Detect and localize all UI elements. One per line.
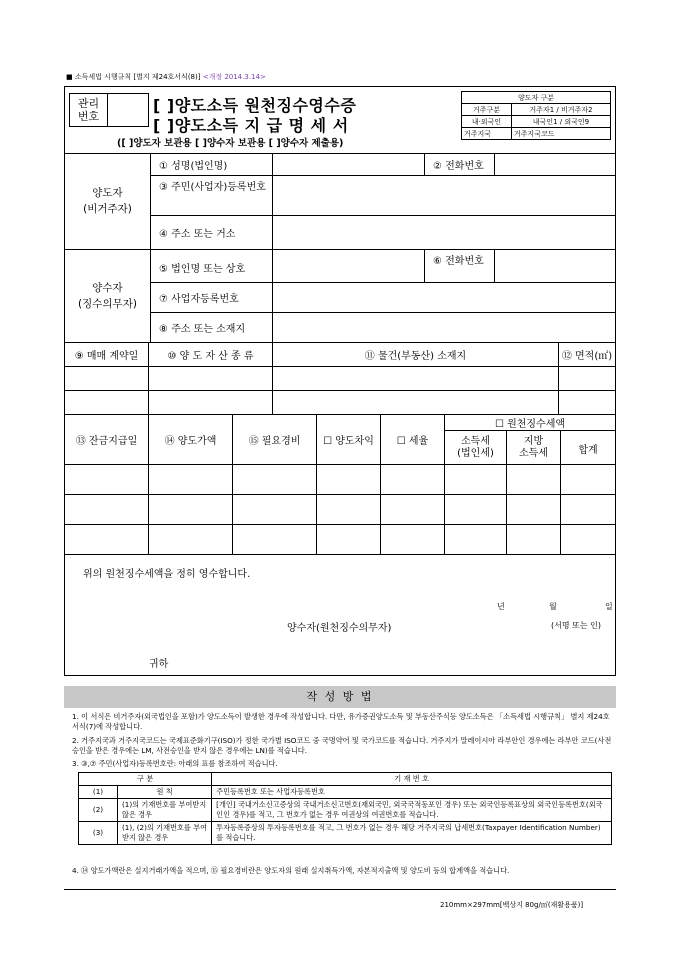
balance-date-header: ⑬ 잔금지급일 [65,415,149,464]
transferee-address-label: ⑧ 주소 또는 소재지 [151,312,273,342]
table-row-desc: 주민등록번호 또는 사업자등록번호 [212,786,612,799]
tax-rate-cell[interactable] [381,525,445,554]
form-reference-text: ■ 소득세법 시행규칙 [별지 제24호서식(8)] [66,73,201,81]
amount-header-row [65,415,615,465]
country-code-label: 거주지국코드 [511,128,610,140]
property-row [65,367,615,391]
form-grid [65,153,615,555]
withholding-tax-title: ☐ 원천징수세액 [445,415,615,431]
tax-rate-header: ☐ 세율 [381,415,445,464]
instruction-item-4: 4. ⑭ 양도가액란은 실지거래가액을 적으며, ⑮ 필요경비란은 양도자의 원래 실지취득가액, 자본적지출액 및 양도비 등의 합계액을 적습니다. [72,866,510,875]
receipt-section [65,557,615,676]
withholding-header-group [445,415,615,465]
receipt-statement: 위의 원천징수세액을 정히 영수합니다. [83,569,251,580]
revision-note: <개정 2014.3.14> [202,73,266,81]
asset-type-header: ⑩ 양 도 자 산 종 류 [149,343,273,366]
total-cell[interactable] [561,465,615,494]
transfer-price-cell[interactable] [149,495,233,524]
title-statement: [ ]양도소득 지 급 명 세 서 [153,116,349,135]
area-cell[interactable] [559,367,615,390]
transferee-phone-field[interactable] [495,250,615,282]
income-tax-cell[interactable] [445,465,507,494]
month-label: 월 [549,602,557,611]
table-row-no: (2) [79,799,118,822]
capital-gain-header: ☐ 양도차익 [317,415,381,464]
transfer-price-cell[interactable] [149,525,233,554]
day-label: 일 [605,602,613,611]
transfer-price-header: ⑭ 양도가액 [149,415,233,464]
registration-number-field[interactable] [273,175,615,215]
company-name-label: ⑤ 법인명 또는 상호 [151,250,273,282]
capital-gain-cell[interactable] [317,465,381,494]
expenses-cell[interactable] [233,525,317,554]
table-row-desc: 투자등록증상의 투자등록번호를 적고, 그 번호가 없는 경우 해당 거주지국의 납세번호(Taxpayer Identification Number)를 적습니다. [212,822,612,845]
instructions-title: 작 성 방 법 [64,686,616,708]
table-row-case: (1)의 기재번호를 부여받지 않은 경우 [118,799,212,822]
local-tax-cell[interactable] [507,495,561,524]
table-row [79,799,612,822]
instruction-item-2: 2. 거주지국과 거주지국코드는 국제표준화기구(ISO)가 정한 국가별 ISO코드 중 국명약어 및 국가코드를 적습니다. 거주지가 말레이시아 라부안인 경우에는 라부안 코드(사전승인을 받은 경우에는 LM, 사전승인을 받지 않은 경우에는 LN)를 적습니다. [72,736,612,755]
total-cell[interactable] [561,525,615,554]
balance-date-cell[interactable] [65,525,149,554]
residency-options: 거주자1 / 비거주자2 [511,104,610,116]
transferor-address-field[interactable] [273,215,615,249]
form-reference [66,72,266,82]
transferee-row-2 [151,282,615,313]
form-header [65,87,615,154]
paper-spec: 210mm×297mm[백상지 80g/㎡(재활용품)] [440,901,584,909]
table-row-case: 원 칙 [118,786,212,799]
registration-number-label: ③ 주민(사업자)등록번호 [151,175,273,215]
total-cell[interactable] [561,495,615,524]
income-tax-header: 소득세 (법인세) [445,431,507,465]
transferee-row-1 [151,250,615,283]
nationality-options: 내국인1 / 외국인9 [511,116,610,128]
management-number-box [69,93,149,127]
title-receipt: [ ]양도소득 원천징수영수증 [153,96,357,115]
amount-row [65,525,615,555]
capital-gain-cell[interactable] [317,525,381,554]
country-label: 거주지국 [462,128,512,140]
signature-label: (서명 또는 인) [551,621,601,630]
table-row-case: (1), (2)의 기재번호를 부여받지 않은 경우 [118,822,212,845]
local-tax-cell[interactable] [507,525,561,554]
business-number-label: ⑦ 사업자등록번호 [151,282,273,312]
name-field[interactable] [273,153,425,175]
local-tax-cell[interactable] [507,465,561,494]
mgmt-label-2: 번호 [77,110,100,123]
local-tax-header: 지방 소득세 [507,431,561,465]
expenses-cell[interactable] [233,465,317,494]
footer-divider [64,889,616,890]
expenses-cell[interactable] [233,495,317,524]
transferor-row-2 [151,175,615,216]
instruction-item-3: 3. ③,⑦ 주민(사업자)등록번호란: 아래의 표를 참조하여 적습니다. [72,759,278,768]
asset-type-cell[interactable] [149,367,273,390]
transferee-group-label: 양수자 (징수의무자) [65,250,151,342]
balance-date-cell[interactable] [65,495,149,524]
transferor-group-label: 양도자 (비거주자) [65,153,151,249]
property-location-cell[interactable] [273,367,559,390]
recipient-label: 귀하 [149,659,169,670]
balance-date-cell[interactable] [65,465,149,494]
tax-rate-cell[interactable] [381,495,445,524]
expenses-header: ⑮ 필요경비 [233,415,317,464]
copy-type-subtitle: ([ ]양도자 보관용 [ ]양수자 보관용 [ ]양수자 제출용) [117,138,344,149]
table-col-number: 기 재 번 호 [212,773,612,786]
transferor-classification [461,91,611,140]
table-row [79,786,612,799]
amount-row [65,495,615,525]
transferor-phone-field[interactable] [495,153,615,175]
total-header: 합계 [578,444,598,456]
residency-label: 거주구분 [462,104,512,116]
transferor-address-label: ④ 주소 또는 거소 [151,215,273,249]
transferee-address-field[interactable] [273,312,615,342]
tax-rate-cell[interactable] [381,465,445,494]
property-header-row [65,343,615,367]
table-row [79,822,612,845]
transferee-phone-label: ⑥ 전화번호 [425,250,495,282]
table-row-no: (1) [79,786,118,799]
transfer-price-cell[interactable] [149,465,233,494]
classification-title: 양도자 구분 [462,92,611,104]
property-location-cell[interactable] [273,391,559,414]
withholding-form [64,86,616,676]
area-header: ⑫ 면적(㎡) [561,351,613,362]
table-row-no: (3) [79,822,118,845]
contract-date-cell[interactable] [65,391,149,414]
management-number-label [70,94,108,126]
property-row [65,391,615,415]
contract-date-cell[interactable] [65,367,149,390]
year-label: 년 [497,602,505,611]
company-name-field[interactable] [273,250,425,282]
instruction-item-1: 1. 이 서식은 비거주자(외국법인을 포함)가 양도소득이 발생한 경우에 작성합니다. 다만, 유가증권양도소득 및 부동산주식등 양도소득은 「소득세법 시행규칙」 별지 제24호서식(7)에 작성합니다. [72,712,610,731]
amount-row [65,465,615,495]
transferor-phone-label: ② 전화번호 [425,153,495,175]
transferor-section [65,153,615,250]
name-label: ① 성명(법인명) [151,153,273,175]
property-location-header: ⑪ 물건(부동산) 소재지 [273,343,559,366]
transferee-section [65,250,615,343]
income-tax-cell[interactable] [445,495,507,524]
table-col-category: 구 분 [79,773,212,786]
transferor-row-1 [151,153,615,176]
registration-number-table [78,772,612,845]
business-number-field[interactable] [273,282,615,312]
nationality-label: 내·외국인 [462,116,512,128]
mgmt-label-1: 관리 [77,97,100,110]
table-row-desc: [개인] 국내거소신고증상의 국내거소신고번호(재외국민, 외국국적동포인 경우) 또는 외국인등록표상의 외국인등록번호(외국인인 경우)를 적고, 그 번호가 없는 경우 여권상의 여권번호를 적습니다. [212,799,612,822]
income-tax-cell[interactable] [445,525,507,554]
contract-date-header: ⑨ 매매 계약일 [65,343,149,366]
transferor-row-3 [151,215,615,249]
asset-type-cell[interactable] [149,391,273,414]
capital-gain-cell[interactable] [317,495,381,524]
area-cell[interactable] [559,391,615,414]
transferee-row-3 [151,312,615,342]
payer-label: 양수자(원천징수의무자) [287,623,392,634]
